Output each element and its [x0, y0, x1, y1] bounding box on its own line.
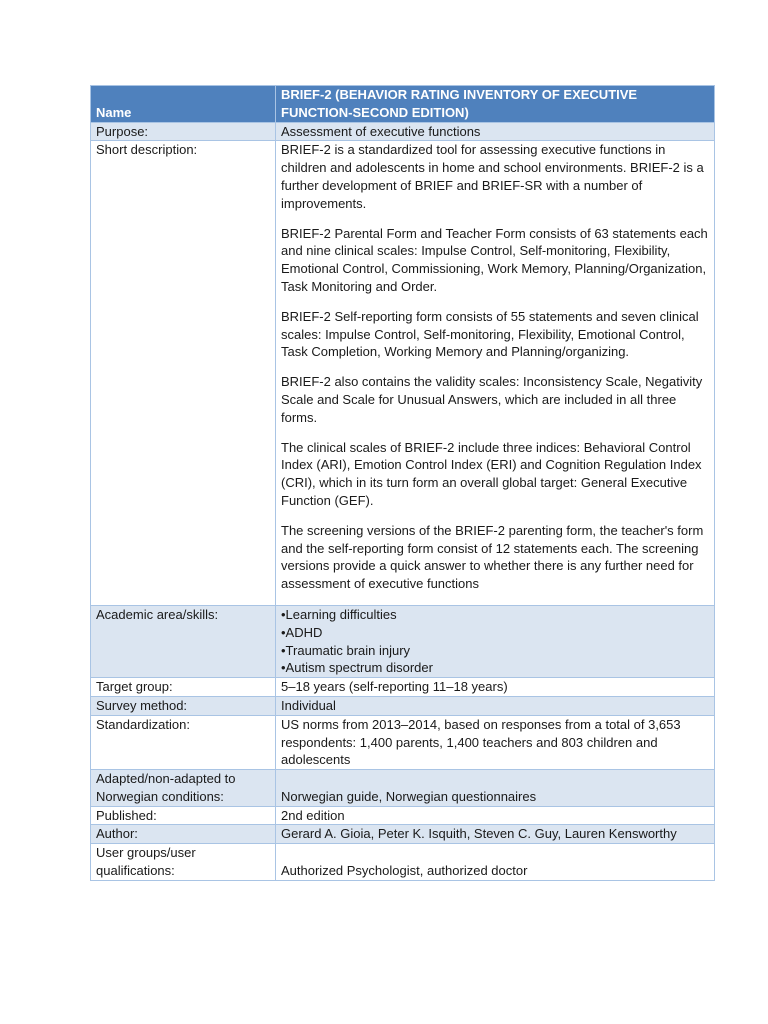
target-group-value: 5–18 years (self-reporting 11–18 years)	[276, 678, 715, 697]
short-description-value	[276, 141, 715, 606]
test-info-table	[90, 85, 715, 881]
short-description-label: Short description:	[91, 141, 276, 606]
description-paragraph: BRIEF-2 Parental Form and Teacher Form consists of 63 statements each and nine clinical scales: Impulse Control, Self-monitoring, Flexibility, Emotional Control, Commissioning, Work Memory, Planning/Organization, Task Monitoring and Order.	[281, 225, 708, 294]
academic-area-item: •Autism spectrum disorder	[281, 660, 433, 676]
purpose-label: Purpose:	[91, 122, 276, 141]
adapted-row	[91, 770, 715, 807]
published-row	[91, 806, 715, 825]
published-label: Published:	[91, 806, 276, 825]
purpose-row	[91, 122, 715, 141]
author-label: Author:	[91, 825, 276, 844]
standardization-value: US norms from 2013–2014, based on responses from a total of 3,653 respondents: 1,400 parents, 1,400 teachers and 803 children and adolescents	[276, 715, 715, 769]
survey-method-label: Survey method:	[91, 696, 276, 715]
published-value: 2nd edition	[276, 806, 715, 825]
adapted-value: Norwegian guide, Norwegian questionnaires	[276, 770, 715, 807]
target-group-row	[91, 678, 715, 697]
author-row	[91, 825, 715, 844]
survey-method-row	[91, 696, 715, 715]
survey-method-value: Individual	[276, 696, 715, 715]
purpose-value: Assessment of executive functions	[276, 122, 715, 141]
user-groups-value: Authorized Psychologist, authorized doctor	[276, 844, 715, 881]
target-group-label: Target group:	[91, 678, 276, 697]
description-paragraph: BRIEF-2 is a standardized tool for assessing executive functions in children and adolescents in home and school environments. BRIEF-2 is a further development of BRIEF and BRIEF-SR with a number of improvements.	[281, 142, 704, 211]
academic-area-item: •ADHD	[281, 624, 323, 640]
short-description-row	[91, 141, 715, 606]
test-name: BRIEF-2 (BEHAVIOR RATING INVENTORY OF EXECUTIVE FUNCTION-SECOND EDITION)	[276, 86, 715, 123]
author-value: Gerard A. Gioia, Peter K. Isquith, Steven C. Guy, Lauren Kensworthy	[276, 825, 715, 844]
description-paragraph: BRIEF-2 also contains the validity scales: Inconsistency Scale, Negativity Scale and Scale for Unusual Answers, which are included in all three forms.	[281, 374, 703, 425]
description-paragraph: The clinical scales of BRIEF-2 include three indices: Behavioral Control Index (ARI), Emotion Control Index (ERI) and Cognition Regulation Index (CRI), which in its turn form an overall global target: General Executive Function (GEF).	[281, 439, 702, 508]
academic-area-item: •Traumatic brain injury	[281, 642, 411, 658]
description-paragraph: The screening versions of the BRIEF-2 parenting form, the teacher's form and the self-reporting form consist of 12 statements each. The screening versions provide a quick answer to whether there is any further need for assessment of executive functions	[281, 522, 704, 592]
header-row	[91, 86, 715, 123]
user-groups-row	[91, 844, 715, 881]
academic-area-value	[276, 605, 715, 677]
standardization-label: Standardization:	[91, 715, 276, 769]
academic-area-label: Academic area/skills:	[91, 605, 276, 677]
academic-area-item: •Learning difficulties	[281, 606, 397, 622]
adapted-label: Adapted/non-adapted to Norwegian conditions:	[91, 770, 276, 807]
academic-area-row	[91, 605, 715, 677]
standardization-row	[91, 715, 715, 769]
name-label: Name	[91, 86, 276, 123]
user-groups-label: User groups/user qualifications:	[91, 844, 276, 881]
description-paragraph: BRIEF-2 Self-reporting form consists of 55 statements and seven clinical scales: Impulse Control, Self-monitoring, Flexibility, Emotional Control, Task Completion, Working Memory and Planning/organizing.	[281, 308, 699, 360]
